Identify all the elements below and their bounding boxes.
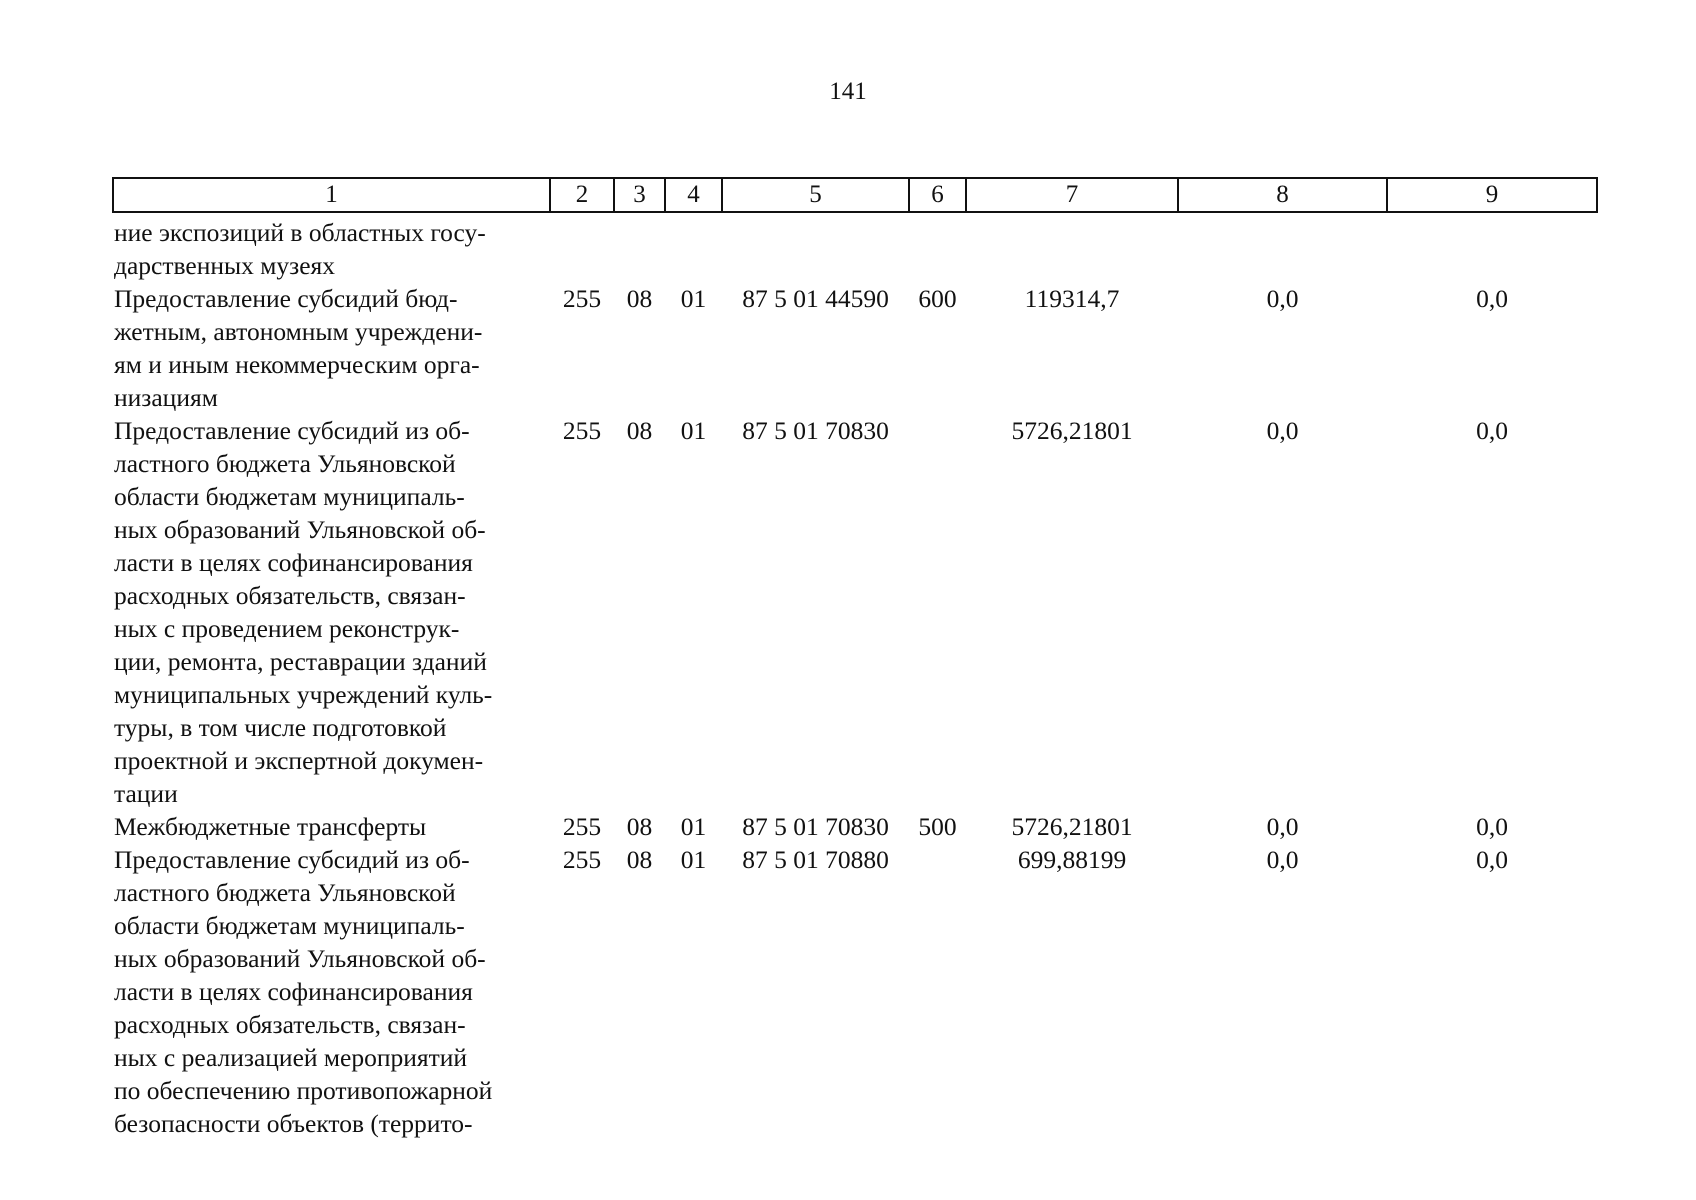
description-line: расходных обязательств, связан- [114,581,466,610]
table-row [113,843,1597,1140]
description-line: ных образований Ульяновской об- [114,944,486,973]
row-description [113,414,550,810]
cell-amount-col9 [1387,212,1597,282]
description-line: ции, ремонта, реставрации зданий [114,647,487,676]
table-row [113,212,1597,282]
cell-subsection [665,212,722,282]
description-line: безопасности объектов (террито- [114,1109,473,1138]
row-description [113,810,550,843]
column-header-5: 5 [722,178,909,212]
column-header-7: 7 [966,178,1178,212]
description-line: Предоставление субсидий бюд- [114,284,458,313]
cell-subsection: 01 [680,284,707,313]
cell-target-article: 87 5 01 70880 [742,845,889,874]
cell-ministry-code: 255 [562,812,602,841]
description-line: расходных обязательств, связан- [114,1010,466,1039]
table-row [113,414,1597,810]
cell-section: 08 [626,416,653,445]
cell-section: 08 [626,284,653,313]
cell-amount-col9: 0,0 [1476,845,1508,874]
column-header-4: 4 [665,178,722,212]
column-header-3: 3 [614,178,665,212]
cell-expense-type [909,414,966,810]
description-line: ласти в целях софинансирования [114,977,473,1006]
description-line: Межбюджетные трансферты [114,812,427,841]
row-description [113,843,550,1140]
description-line: жетным, автономным учреждени- [114,317,483,346]
column-header-2: 2 [550,178,614,212]
cell-target-article: 87 5 01 70830 [742,812,889,841]
cell-ministry-code: 255 [562,284,602,313]
description-line: ластного бюджета Ульяновской [114,449,456,478]
cell-section: 08 [626,845,653,874]
description-line: муниципальных учреждений куль- [114,680,493,709]
cell-amount: 699,88199 [1017,845,1127,874]
cell-target-article: 87 5 01 44590 [742,284,889,313]
description-line: ных с реализацией мероприятий [114,1043,468,1072]
description-line: Предоставление субсидий из об- [114,416,470,445]
row-description [113,212,550,282]
cell-amount [966,212,1178,282]
cell-amount-col8: 0,0 [1266,812,1299,841]
cell-expense-type [909,843,966,1140]
description-line: дарственных музеях [114,251,336,280]
table-row [113,282,1597,414]
cell-ministry-code: 255 [562,416,602,445]
description-line: по обеспечению противопожарной [114,1076,493,1105]
cell-expense-type: 600 [918,284,957,313]
cell-amount-col9: 0,0 [1476,416,1508,445]
description-line: Предоставление субсидий из об- [114,845,470,874]
cell-expense-type [909,212,966,282]
description-line: тации [114,779,178,808]
table-body [113,212,1597,1140]
table-header-row [113,178,1597,212]
table-row [113,810,1597,843]
cell-amount-col8: 0,0 [1266,416,1299,445]
description-line: туры, в том числе подготовкой [114,713,447,742]
description-line: области бюджетам муниципаль- [114,911,465,940]
cell-target-article [722,212,909,282]
cell-amount-col8: 0,0 [1266,284,1299,313]
description-line: ных с проведением реконструк- [114,614,460,643]
row-description [113,282,550,414]
cell-amount-col9: 0,0 [1476,284,1508,313]
cell-amount-col8 [1178,212,1387,282]
column-header-6: 6 [909,178,966,212]
cell-amount-col9: 0,0 [1476,812,1508,841]
description-line: проектной и экспертной докумен- [114,746,484,775]
cell-amount: 5726,21801 [1011,812,1133,841]
description-line: области бюджетам муниципаль- [114,482,465,511]
cell-amount: 5726,21801 [1011,416,1133,445]
description-line: ям и иным некоммерческим орга- [114,350,480,379]
cell-subsection: 01 [680,812,707,841]
cell-subsection: 01 [680,845,707,874]
column-header-9: 9 [1387,178,1597,212]
cell-subsection: 01 [680,416,707,445]
cell-ministry-code [550,212,614,282]
cell-section: 08 [626,812,653,841]
description-line: ласти в целях софинансирования [114,548,473,577]
description-line: низациям [114,383,218,412]
column-header-8: 8 [1178,178,1387,212]
description-line: ние экспозиций в областных госу- [114,218,486,247]
cell-amount: 119314,7 [1024,284,1120,313]
cell-section [614,212,665,282]
cell-amount-col8: 0,0 [1266,845,1299,874]
description-line: ных образований Ульяновской об- [114,515,486,544]
cell-expense-type: 500 [918,812,957,841]
cell-target-article: 87 5 01 70830 [742,416,889,445]
column-header-1: 1 [113,178,550,212]
page-number: 141 [829,78,867,105]
budget-table [112,177,1598,1140]
description-line: ластного бюджета Ульяновской [114,878,456,907]
cell-ministry-code: 255 [562,845,602,874]
